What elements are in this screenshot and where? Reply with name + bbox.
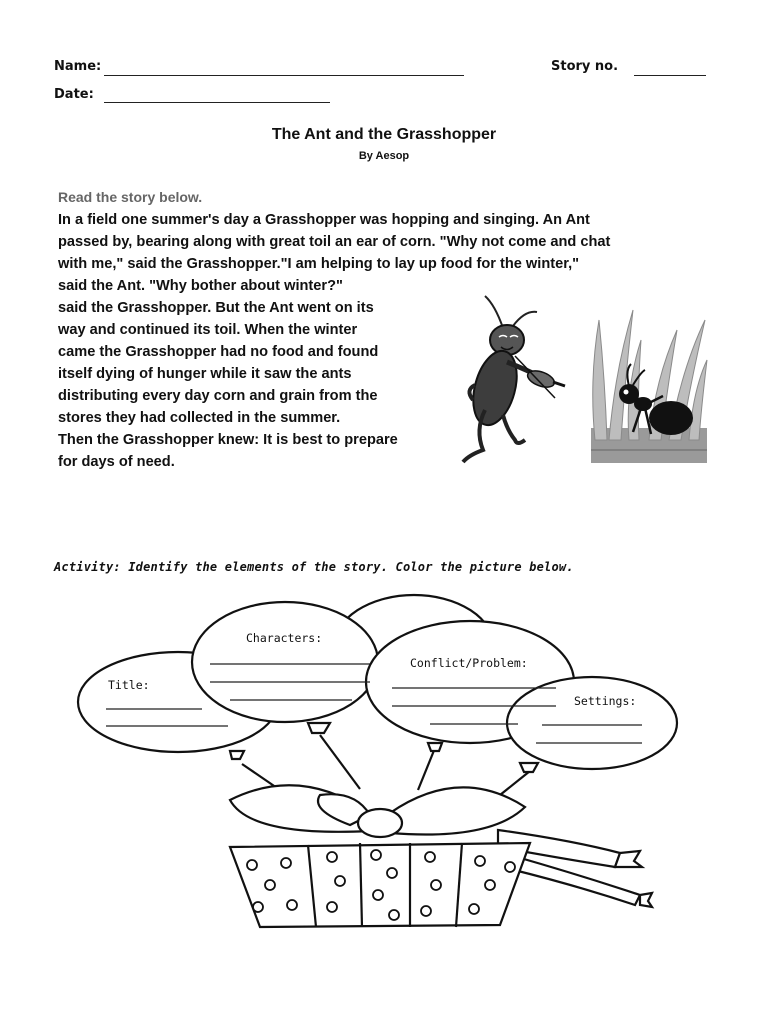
story-line: for days of need. [58, 454, 175, 470]
story-author: By Aesop [358, 150, 410, 162]
settings-balloon [507, 677, 677, 769]
name-label: Name: [54, 59, 102, 74]
story-line: passed by, bearing along with great toil an ear of corn. "Why not come and chat [58, 234, 611, 250]
story-number-field[interactable] [634, 75, 706, 76]
story-line: distributing every day corn and grain from the [58, 388, 378, 404]
settings-label: Settings: [574, 694, 637, 708]
story-line: said the Ant. "Why bother about winter?" [58, 278, 343, 294]
story-elements-balloons-diagram [70, 585, 710, 940]
story-line: with me," said the Grasshopper."I am helping to lay up food for the winter," [58, 256, 580, 272]
ant-in-grass-illustration [585, 300, 710, 465]
story-line: came the Grasshopper had no food and found [58, 344, 379, 360]
date-label: Date: [54, 87, 94, 102]
name-field[interactable] [104, 75, 464, 76]
grasshopper-violin-illustration [455, 290, 570, 468]
date-field[interactable] [104, 102, 330, 103]
activity-instructions: Activity: Identify the elements of the story. Color the picture below. [54, 560, 574, 574]
gift-bow-right [390, 787, 525, 834]
characters-label: Characters: [246, 631, 323, 645]
story-intro: Read the story below. [58, 189, 203, 205]
conflict-label: Conflict/Problem: [410, 656, 528, 670]
title-label: Title: [108, 678, 150, 692]
story-line: itself dying of hunger while it saw the ants [58, 366, 352, 382]
characters-balloon [192, 602, 378, 722]
story-line: Then the Grasshopper knew: It is best to prepare [58, 432, 398, 448]
story-line: In a field one summer's day a Grasshopper was hopping and singing. An Ant [58, 212, 590, 228]
story-number-label: Story no. [551, 59, 619, 74]
story-title: The Ant and the Grasshopper [271, 126, 497, 143]
story-line: stores they had collected in the summer. [58, 410, 341, 426]
story-line: said the Grasshopper. But the Ant went on its [58, 300, 374, 316]
story-line: way and continued its toil. When the winter [58, 322, 358, 338]
